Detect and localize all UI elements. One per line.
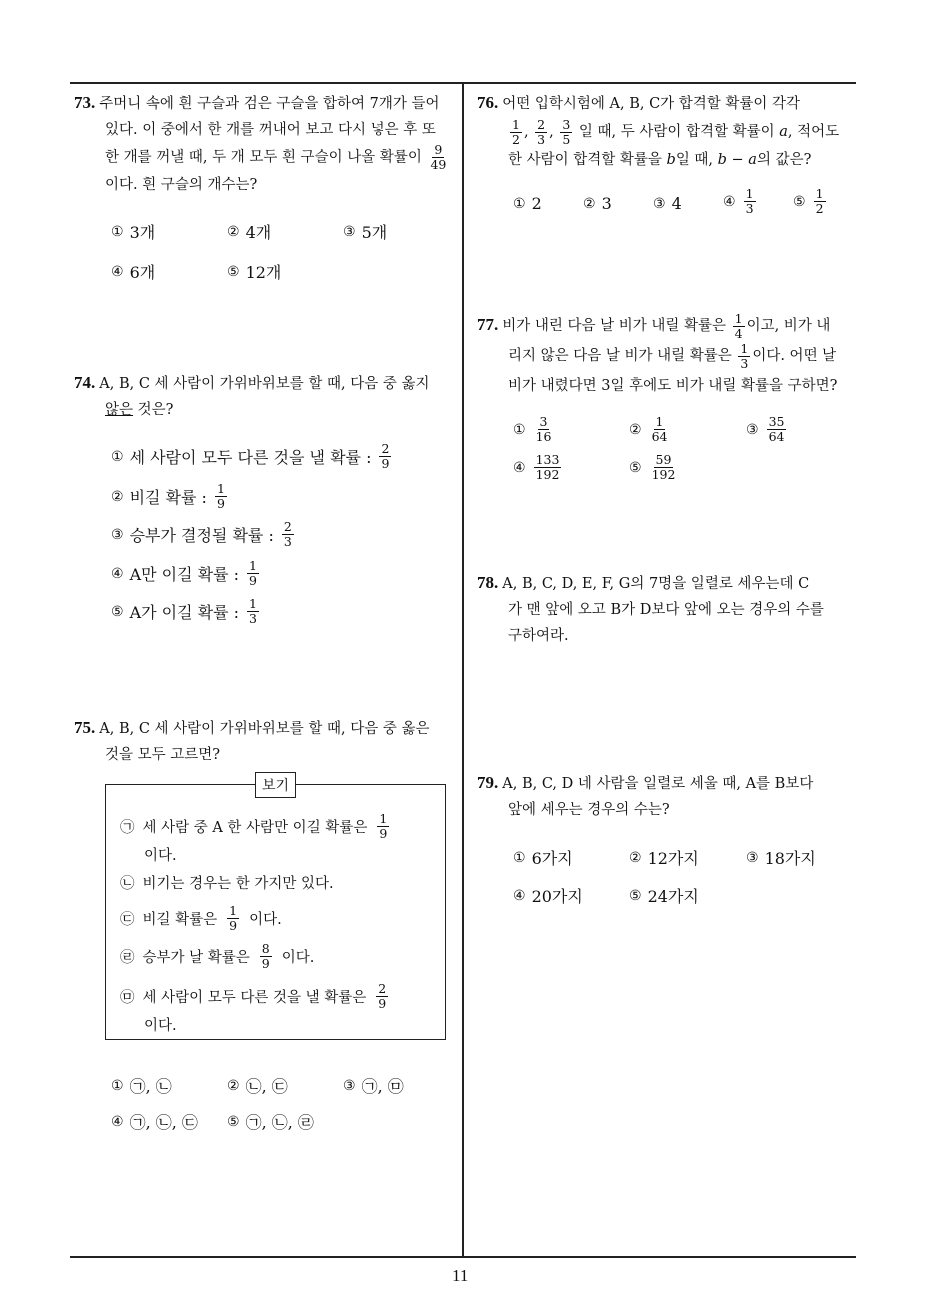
fraction: $\frac{2}{9}$ [381,441,390,471]
fraction: $\frac{9}{49}$ [430,142,447,172]
option-2[interactable]: ② 3 [583,194,612,213]
bogi-item-5-cont: 이다. [144,1018,177,1034]
stem-line: 이다. 흰 구슬의 개수는? [105,177,258,193]
question-79: 79. A, B, C, D 네 사람을 일렬로 세울 때, A를 B보다 앞에 세우는 경우의 수는? [477,773,814,818]
fraction: $\frac{1}{3}$ [740,340,749,371]
fraction: $\frac{133}{192}$ [535,452,560,482]
question-number: 79. [477,773,499,792]
option-3[interactable]: ③ 5개 [343,223,388,242]
question-number: 78. [477,573,499,592]
option-2[interactable]: ② 12가지 [629,849,699,868]
stem-line: 주머니 속에 흰 구슬과 검은 구슬을 합하여 7개가 들어 [99,96,440,112]
bogi-item-5: ㉤ 세 사람이 모두 다른 것을 낼 확률은 $\frac{2}{9}$ [120,981,387,1011]
option-4[interactable]: ④ 6개 [111,263,156,282]
fraction: $\frac{2}{3}$ [537,116,546,147]
option-2[interactable]: ② ㉡, ㉢ [227,1077,288,1096]
bogi-item-1-cont: 이다. [144,848,177,864]
fraction: $\frac{3}{16}$ [535,414,552,444]
option-3[interactable]: ③ 4 [653,194,682,213]
fraction: $\frac{1}{9}$ [229,903,238,933]
option-4[interactable]: ④ $\frac{1}{3}$ [723,186,754,216]
question-76: 76. 어떤 입학시험에 A, B, C가 합격할 확률이 각각 $\frac{1}{2}$ , $\frac{2}{3}$ , $\frac{3}{5}$ 일 때, 두 사람이 합격할 확률이 a, 적어도 한 사람이 합격할 확률을 b일 때, b − a의 값은? [477,93,840,168]
bogi-item-3: ㉢ 비길 확률은 $\frac{1}{9}$ 이다. [120,903,282,933]
fraction: $\frac{1}{9}$ [249,558,257,588]
option-1[interactable]: ① 3개 [111,223,156,242]
option-5[interactable]: ⑤ 24가지 [629,887,699,906]
fraction: $\frac{1}{2}$ [815,186,824,216]
fraction: $\frac{1}{3}$ [745,186,754,216]
fraction: $\frac{2}{9}$ [378,981,387,1011]
question-number: 75. [74,718,96,737]
option-1[interactable]: ① $\frac{3}{16}$ [513,414,552,444]
option-5[interactable]: ⑤ A가 이길 확률 : $\frac{1}{3}$ [111,596,257,626]
question-73 [74,90,456,198]
bogi-item-1: ㉠ 세 사람 중 A 한 사람만 이길 확률은 $\frac{1}{9}$ [120,811,388,841]
option-2[interactable]: ② 4개 [227,223,272,242]
question-77: 77. 비가 내린 다음 날 비가 내릴 확률은 $\frac{1}{4}$ 이고, 비가 내 리지 않은 다음 날 비가 내릴 확률은 $\frac{1}{3}$ 이다. 어떤 날 비가 내렸다면 3일 후에도 비가 내릴 확률을 구하면? [477,310,838,394]
question-number: 77. [477,315,499,334]
question-number: 76. [477,93,499,112]
fraction: $\frac{8}{9}$ [261,941,270,971]
stem-line: 있다. 이 중에서 한 개를 꺼내어 보고 다시 넣은 후 또 [105,122,436,138]
question-74: 74. A, B, C 세 사람이 가위바위보를 할 때, 다음 중 옳지 않은 것은? [74,373,430,418]
stem-line: A, B, C 세 사람이 가위바위보를 할 때, 다음 중 옳지 [99,376,430,392]
question-78: 78. A, B, C, D, E, F, G의 7명을 일렬로 세우는데 C 가 맨 앞에 오고 B가 D보다 앞에 오는 경우의 수를 구하여라. [477,573,824,644]
option-3[interactable]: ③ 승부가 결정될 확률 : $\frac{2}{3}$ [111,519,292,549]
option-1[interactable]: ① ㉠, ㉡ [111,1077,172,1096]
option-1[interactable]: ① 세 사람이 모두 다른 것을 낼 확률 : $\frac{2}{9}$ [111,441,390,471]
option-1[interactable]: ① 6가지 [513,849,573,868]
option-5[interactable]: ⑤ $\frac{1}{2}$ [793,186,824,216]
fraction: $\frac{3}{5}$ [562,116,571,147]
option-2[interactable]: ② 비길 확률 : $\frac{1}{9}$ [111,481,225,511]
option-4[interactable]: ④ ㉠, ㉡, ㉢ [111,1113,198,1132]
option-2[interactable]: ② $\frac{1}{64}$ [629,414,668,444]
underlined-word: 않은 [105,402,134,418]
fraction: $\frac{1}{9}$ [216,481,225,511]
stem-line: A, B, C 세 사람이 가위바위보를 할 때, 다음 중 옳은 [99,721,430,737]
option-3[interactable]: ③ 18가지 [746,849,816,868]
fraction: $\frac{1}{2}$ [512,116,520,147]
option-4[interactable]: ④ $\frac{133}{192}$ [513,452,560,482]
fraction: $\frac{1}{64}$ [651,414,668,444]
question-75 [74,715,456,768]
question-number: 73. [74,93,96,112]
option-4[interactable]: ④ A만 이길 확률 : $\frac{1}{9}$ [111,558,257,588]
option-3[interactable]: ③ ㉠, ㉤ [343,1077,404,1096]
fraction: $\frac{2}{3}$ [283,519,292,549]
stem-line: 어떤 입학시험에 A, B, C가 합격할 확률이 각각 [502,96,801,112]
option-1[interactable]: ① 2 [513,194,542,213]
option-5[interactable]: ⑤ ㉠, ㉡, ㉣ [227,1113,314,1132]
fraction: $\frac{59}{192}$ [651,452,676,482]
fraction: $\frac{1}{4}$ [734,310,743,341]
stem-line: 한 개를 꺼낼 때, 두 개 모두 흰 구슬이 나올 확률이 [105,149,422,166]
option-5[interactable]: ⑤ $\frac{59}{192}$ [629,452,676,482]
column-divider [462,82,464,1258]
bogi-item-4: ㉣ 승부가 날 확률은 $\frac{8}{9}$ 이다. [120,941,315,971]
page-number: 11 [452,1266,469,1285]
fraction: $\frac{35}{64}$ [768,414,785,444]
option-3[interactable]: ③ $\frac{35}{64}$ [746,414,785,444]
bogi-label: 보기 [255,772,296,798]
option-5[interactable]: ⑤ 12개 [227,263,282,282]
question-number: 74. [74,373,96,392]
option-4[interactable]: ④ 20가지 [513,887,583,906]
fraction: $\frac{1}{9}$ [379,811,388,841]
bogi-item-2: ㉡ 비기는 경우는 한 가지만 있다. [120,876,334,892]
stem-line: 것을 모두 고르면? [105,747,221,763]
fraction: $\frac{1}{3}$ [249,596,257,626]
bottom-rule [70,1256,856,1258]
